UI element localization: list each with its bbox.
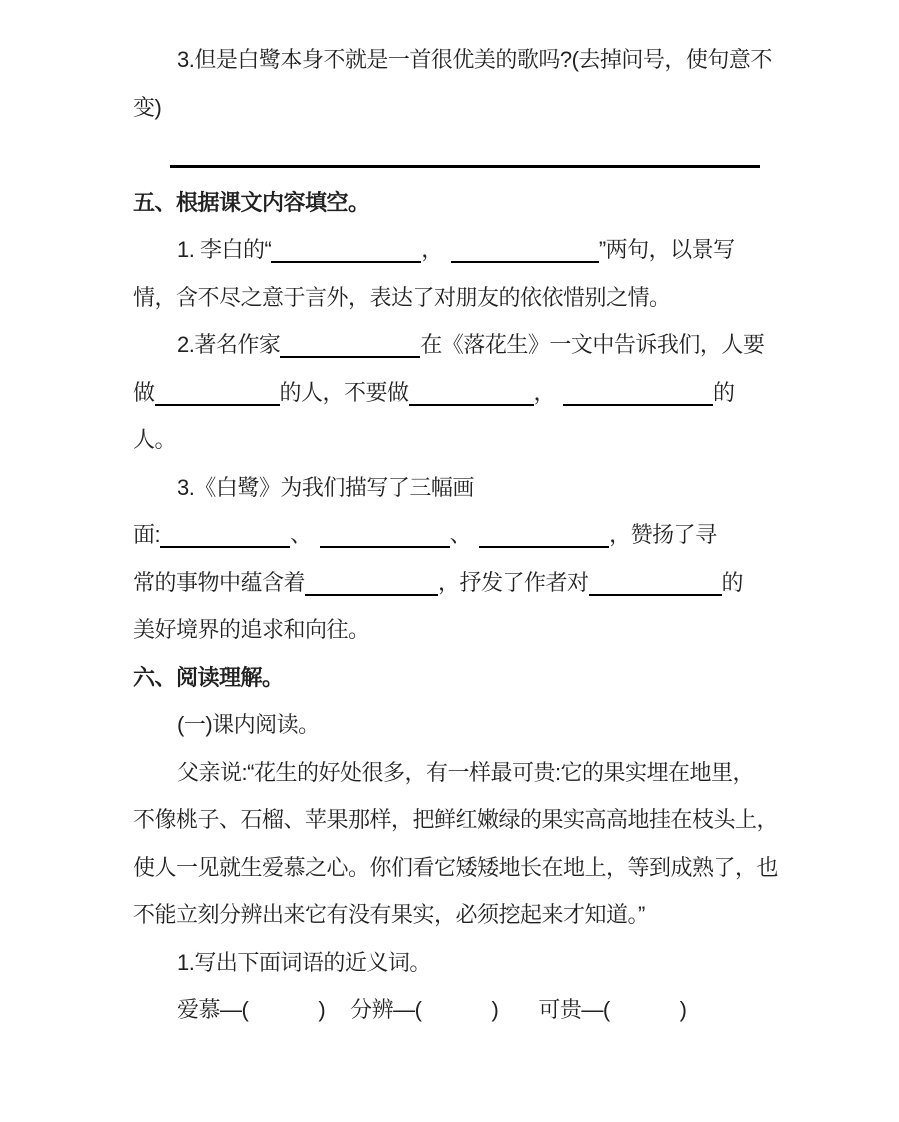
text-run: 情，含不尽之意于言外，表达了对朋友的依依惜别之情。 [133,284,671,310]
spacer [421,1016,491,1017]
text-run: 人。 [133,427,177,452]
text-run: ， [421,237,443,262]
text-line [133,654,766,702]
document [133,36,779,1034]
reading-passage [133,749,779,939]
synonym-answer-row [133,986,766,1034]
text-run: ) [679,997,687,1022]
text-run: 的人，不要做 [279,379,409,405]
text-run: 、 [449,522,472,547]
text-run: ，赞扬了寻 [609,522,717,547]
text-line [133,274,766,322]
text-line [133,891,766,939]
text-run: 3.但是白鹭本身不就是一首很优美的歌吗?(去掉问号，使句意不 [177,47,772,72]
text-run: 父亲说:“花生的好处很多，有一样最可贵:它的果实埋在地里， [177,759,755,785]
text-run: 在《落花生》一文中告诉我们，人要 [420,332,765,357]
spacer [610,1016,680,1017]
text-line [133,179,766,227]
fill-in-question-2 [133,321,766,464]
text-run: 常的事物中蕴含着 [133,569,306,595]
text-run: 分辨—( [350,997,422,1022]
text-line [133,844,779,892]
text-run: 1.写出下面词语的近义词。 [177,949,431,975]
text-run: 3.《白鹭》为我们描写了三幅画 [177,474,474,500]
text-line [133,559,766,607]
section-6-heading [133,654,766,702]
text-run: ) [318,997,326,1022]
text-run: 五、根据课文内容填空。 [133,189,370,215]
fill-in-blank[interactable] [155,378,280,406]
text-line [133,986,766,1034]
text-line [133,84,766,132]
text-run: 美好境界的追求和向往。 [133,617,370,642]
text-run: 变) [133,94,162,120]
text-run: ， [533,379,556,405]
answer-writing-line [133,131,766,179]
fill-in-blank[interactable] [451,235,599,263]
text-run: 面: [133,522,161,547]
text-run: 、 [290,522,312,547]
text-run: (一)课内阅读。 [177,712,320,737]
fill-in-blank[interactable] [271,235,421,263]
fill-in-question-1 [133,226,766,321]
section-5-heading [133,179,766,227]
question-3-rewrite-sentence [133,36,772,131]
text-line [133,606,766,654]
text-line [133,226,766,274]
text-line [133,939,766,987]
text-run: 做 [133,379,155,405]
text-run: 使人一见就生爱慕之心。你们看它矮矮地长在地上，等到成熟了，也 [133,854,779,880]
fill-in-blank[interactable] [305,568,438,596]
text-line [133,511,766,559]
text-line [133,321,766,369]
text-run: 爱慕—( [177,997,249,1022]
fill-in-question-3 [133,464,766,654]
spacer [248,1016,318,1017]
fill-in-blank[interactable] [479,520,609,548]
reading-subtitle [133,701,766,749]
text-run: ”两句，以景写 [598,237,735,262]
text-run: 不像桃子、石榴、苹果那样，把鲜红嫩绿的果实高高地挂在枝头上， [133,807,779,832]
text-run: ，抒发了作者对 [438,569,589,595]
text-line [133,131,766,179]
fill-in-blank[interactable] [409,378,534,406]
fill-in-blank[interactable] [320,520,450,548]
text-line [133,416,766,464]
text-run: 不能立刻分辨出来它有没有果实，必须挖起来才知道。” [133,902,645,927]
text-line [133,369,766,417]
text-run: 的 [721,569,744,595]
fill-in-blank[interactable] [160,520,290,548]
fill-in-blank[interactable] [563,378,713,406]
text-run: ) [491,997,499,1022]
spacer [325,1016,350,1017]
fill-in-blank[interactable] [589,568,722,596]
text-line [133,796,779,844]
text-line [133,36,772,84]
fill-in-blank[interactable] [280,330,420,358]
synonym-question [133,939,766,987]
fill-in-blank[interactable] [170,139,760,168]
text-run: 的 [713,379,735,405]
text-run: 可贵—( [538,997,610,1022]
text-line [133,464,766,512]
text-run: 1. 李白的“ [177,237,272,262]
text-run: 六、阅读理解。 [133,664,284,690]
text-run: 2.著名作家 [177,332,281,357]
text-line [133,701,766,749]
spacer [498,1016,538,1017]
text-line [133,749,766,797]
